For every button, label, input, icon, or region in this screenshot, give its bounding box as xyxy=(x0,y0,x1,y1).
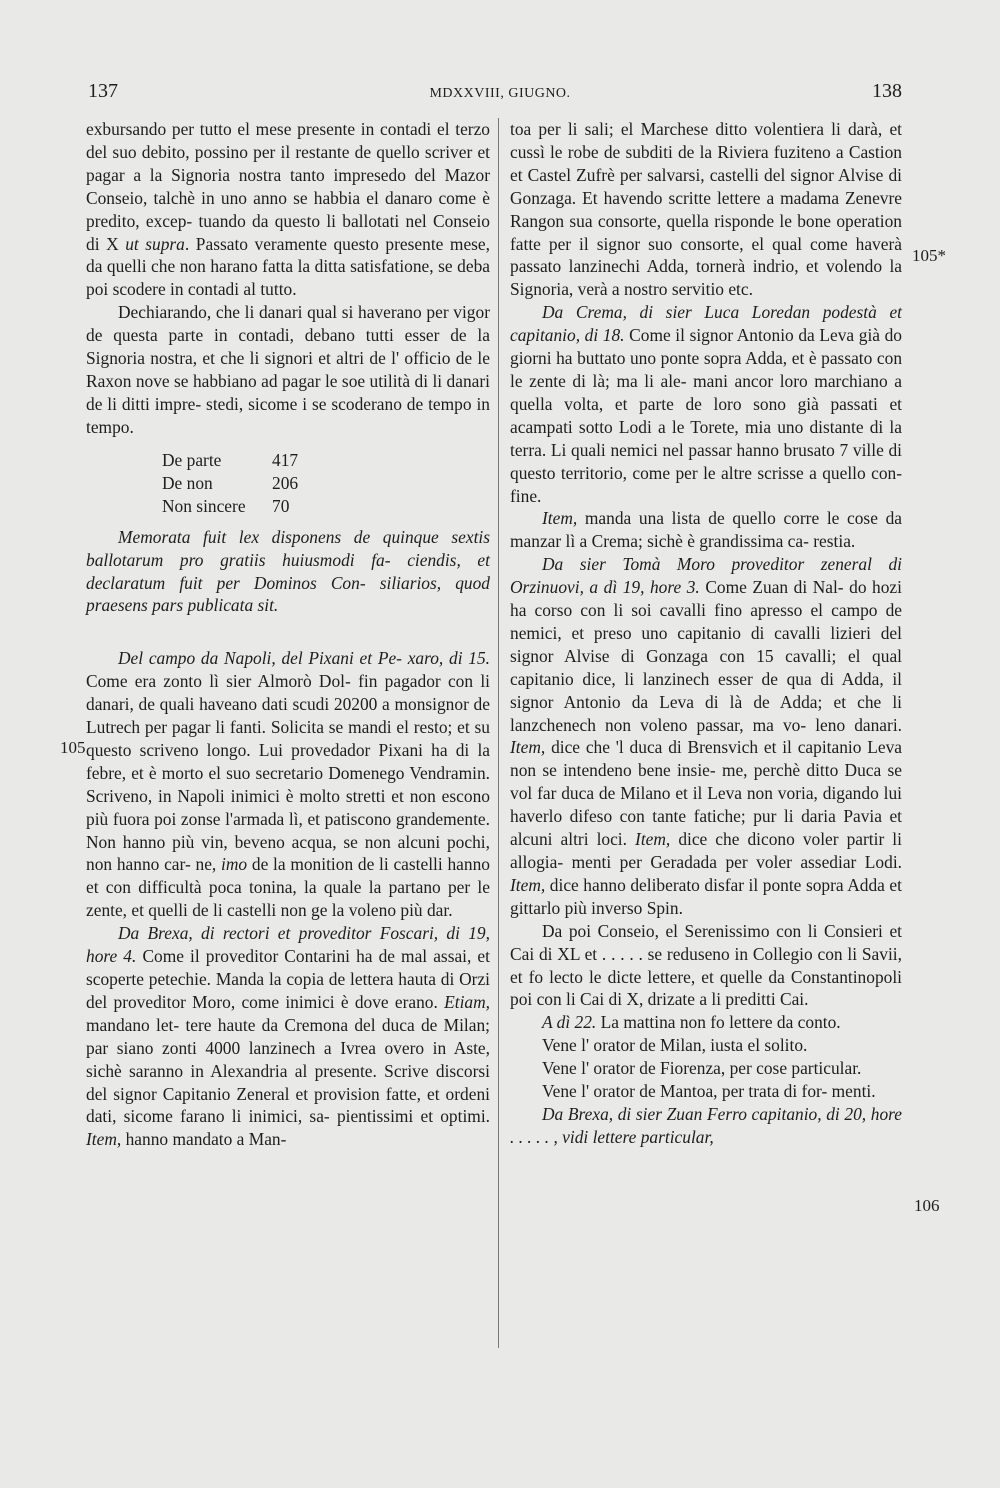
margin-note-105: 105 xyxy=(60,738,86,757)
vote-row: De parte 417 xyxy=(162,449,299,470)
running-title: MDXXVIII, GIUGNO. xyxy=(429,86,571,101)
paragraph-da-poi-conseio: Da poi Conseio, el Serenissimo con li Consieri et Cai di XL et . . . . . se reduseno in Collegio con li Savii, et fo lecto le dicte lettere, et quelle da Constantinopoli poi con li Cai di X, drizate a li preditti Cai. xyxy=(510,920,902,1010)
vote-row: Non sincere 70 xyxy=(162,495,290,516)
margin-note-105-star: 105* xyxy=(912,246,946,265)
paragraph-orator-mantoa: Vene l' orator de Mantoa, per trata di for- menti. xyxy=(542,1081,876,1102)
page-number-left: 137 xyxy=(88,80,118,102)
left-column xyxy=(86,118,490,1151)
vote-tally xyxy=(162,449,490,518)
paragraph-memorata: Memorata fuit lex disponens de quinque sextis ballotarum pro gratiis huiusmodi fa- ciendis, et declaratum fuit per Dominos Con- siliarios, quod praesens pars publicata sit. xyxy=(86,526,490,616)
paragraph-brexa-ferro: Da Brexa, di sier Zuan Ferro capitanio, di 20, hore . . . . . , vidi lettere particular, xyxy=(510,1103,902,1147)
column-divider xyxy=(498,118,499,1348)
paragraph-crema-loredan: Da Crema, di sier Luca Loredan podestà et capitanio, di 18. Come il signor Antonio da Leva già do giorni ha buttato uno ponte sopra Adda, et è passato con le zente di là; ma li ale- mani ancor loro marchiano a quella volta, et parte de loro sono già passati et acampati sotto Lodi a le Torete, mia uno distante di la terra. Li quali nemici nel passar hanno brusato 7 ville di questo territorio, come per le altre scrisse a quello con- fine. xyxy=(510,302,903,506)
vote-row: De non 206 xyxy=(162,472,299,493)
paragraph-exbursando: exbursando per tutto el mese presente in contadi el terzo del suo debito, possino per il restante de quello scriver et pagar a la Signoria nostra tanto impresedo del Mazor Conseio, talchè in uno anno se habbia el danaro come è predito, excep- tuando da questo li ballotati nel Conseio di X ut supra. Passato veramente questo presente mese, da quelli che non harano fatta la ditta satisfatione, se deba poi scodere in contadi al tutto. xyxy=(86,119,490,300)
paragraph-a-di-22: A dì 22. La mattina non fo lettere da conto. xyxy=(542,1012,841,1033)
paragraph-mantoa: toa per li sali; el Marchese ditto volentiera li darà, et cussì le robe de subditi de la Riviera fuziteno a Castion et Castel Zufrè per salvarsi, castelli del signor Alvise di Gonzaga. Et havendo scritte lettere a madama Zenevre Rangon sua consorte, quella risponde le bone operation fatte per il signor suo consorte, el qual come haverà passato lanzinechi Adda, tornerà indrio, et volendo la Signoria, verà a nostro servitio etc. xyxy=(510,119,903,300)
paragraph-item-lista: Item, manda una lista de quello corre le cose da manzar lì a Crema; sichè è grandissima ca- restia. xyxy=(510,508,902,552)
paragraph-brexa-foscari: Da Brexa, di rectori et proveditor Foscari, di 19, hore 4. Come il proveditor Contarini ha de mal assai, et scoperte petechie. Manda la copia de lettera hauta di Orzi del proveditor Moro, come inimici è dove erano. Etiam, mandano let- tere haute da Cremona del duca de Milan; par siano zonti 4000 lanzinech a Ivrea overo in Aste, sichè saranno in Alexandria al presente. Scrive discorsi del signor Capitanio Zeneral et provision fatte, et ordeni dati, sicome farano li inimici, sa- pientissimi et optimi. Item, hanno mandato a Man- xyxy=(86,923,491,1150)
paragraph-orator-milan: Vene l' orator de Milan, iusta el solito. xyxy=(542,1035,808,1056)
paragraph-orator-fiorenza: Vene l' orator de Fiorenza, per cose particular. xyxy=(542,1058,862,1079)
page-number-right: 138 xyxy=(872,80,902,102)
paragraph-moro-orzinuovi: Da sier Tomà Moro proveditor zeneral di Orzinuovi, a dì 19, hore 3. Come Zuan di Nal- do hozi ha corso con li soi cavalli fino apresso el campo de nemici, et preso uno capitanio di cavalli lizieri del signor Alvise di Gonzaga con 15 cavalli; el qual capitanio dice, li lanzinech esser de qua di Adda, il signor Antonio da Leva di là de Adda; et che li lanzchenech non voleno passar, ma vo- leno danari. Item, dice che 'l duca di Brensvich et il capitanio Leva non se intendeno bene insie- me, perchè ditto Duca se vol far duca de Milano et il Leva non voria, digando lui haverlo difeso con tante fatiche; pur li daria Pavia et alcuni altri loci. Item, dice che dicono voler partir li allogia- menti per Geradada per voler assediar Lodi. Item, dice hanno deliberato disfar il ponte sopra Adda et gittarlo più inverso Spin. xyxy=(510,554,903,918)
right-column xyxy=(510,118,902,1149)
paragraph-campo-napoli: Del campo da Napoli, del Pixani et Pe- xaro, di 15. Come era zonto lì sier Almorò Dol- fin pagador con li danari, de quali haveano dati scudi 20200 a monsignor de Lutrech per pagar li fanti. Solicita se mandi el resto; et su questo scriveno longo. Lui provedador Pixani ha di la febre, et è morto el suo secretario Domenego Vendramin. Scriveno, in Napoli inimici è molto stretti et non escono più fuora poi zonse l'armada lì, et patiscono grandemente. Non hanno più vin, beveno acqua, se non alcuni pochi, non hanno car- ne, imo de la monition de li castelli hanno et con difficultà poca tonina, la quale la partano per le zente, et quelli de li castelli non ge la voleno più dar. xyxy=(86,648,490,921)
paragraph-dechiarando: Dechiarando, che li danari qual si haverano per vigor de questa parte in contadi, debano tutti esser de la Signoria nostra, et che li signori et altri de l' officio de le Raxon nove se habbiano ad pagar le soe utilità di li danari de li ditti impre- stedi, sicome i se scoderano de tempo in tempo. xyxy=(86,302,490,437)
margin-note-106: 106 xyxy=(914,1196,940,1215)
